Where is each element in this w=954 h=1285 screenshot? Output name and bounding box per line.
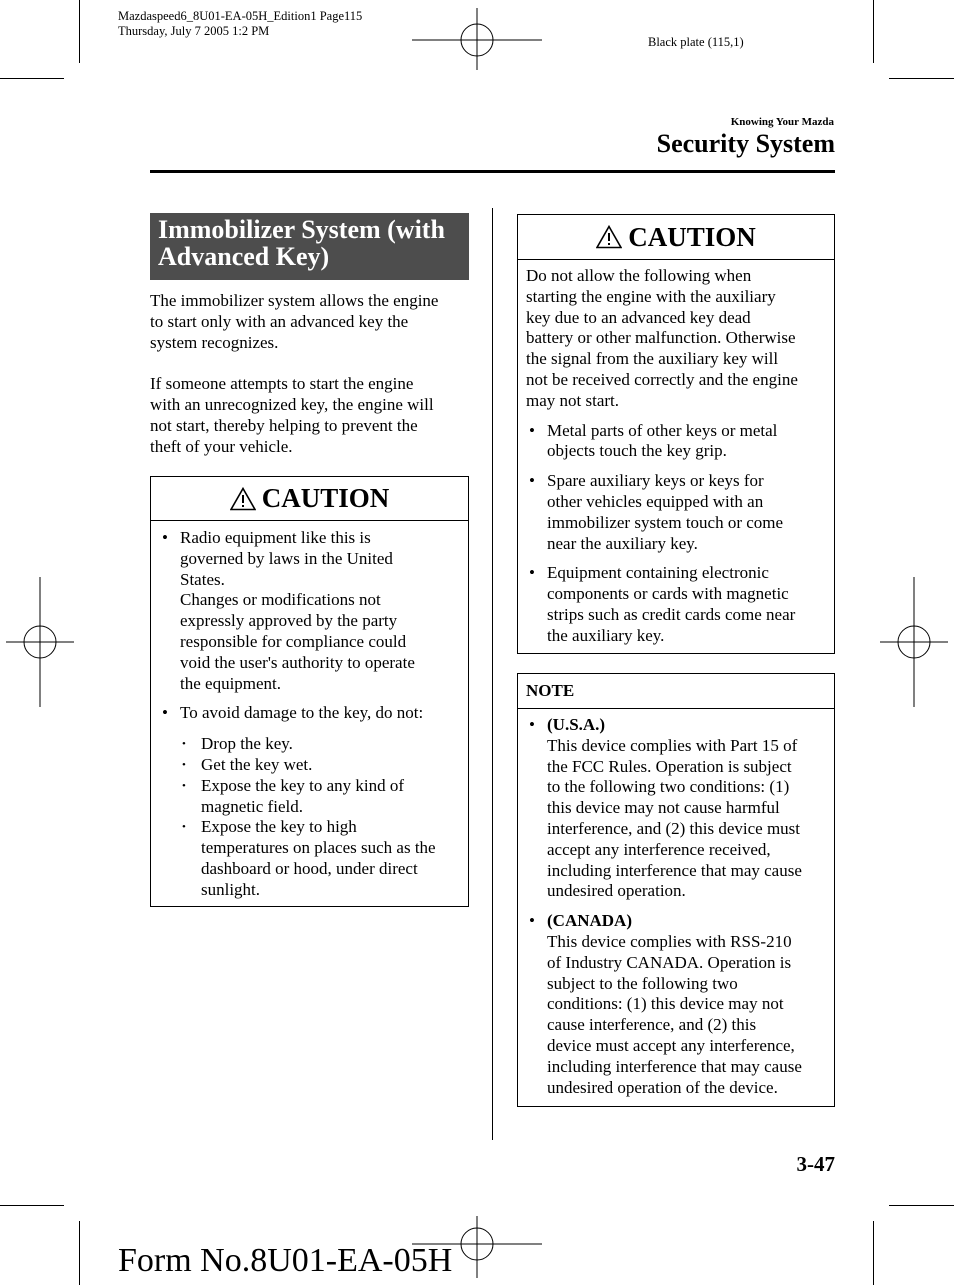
text-line: dashboard or hood, under direct — [201, 858, 418, 878]
registration-mark-left — [6, 577, 74, 707]
text-line: • Equipment containing electronic — [547, 563, 769, 583]
text-line: • Metal parts of other keys or metal — [547, 420, 778, 440]
text-line: the equipment. — [180, 673, 282, 693]
text-line: not be received correctly and the engine — [526, 369, 798, 389]
text-line: objects touch the key grip. — [547, 441, 727, 461]
text-line: The immobilizer system allows the engine — [150, 291, 439, 310]
text-line: key due to an advanced key dead — [526, 307, 751, 327]
warning-triangle-icon — [230, 487, 256, 511]
caution-title: CAUTION — [628, 221, 756, 252]
page-title: Security System — [656, 129, 835, 158]
text-line: the FCC Rules. Operation is subject — [547, 756, 792, 776]
text-line: interference, and (2) this device must — [547, 818, 801, 838]
header-rule — [150, 170, 835, 173]
text-line: temperatures on places such as the — [201, 838, 436, 858]
text-line: Do not allow the following when — [526, 266, 752, 285]
text-line: battery or other malfunction. Otherwise — [526, 328, 796, 348]
text-line: • Radio equipment like this is — [180, 528, 371, 547]
list-item — [526, 421, 830, 463]
page-number: 3-47 — [796, 1152, 835, 1176]
sub-list-item — [180, 776, 462, 818]
text-line: including interference that may cause — [547, 1056, 802, 1076]
sub-list-item — [180, 755, 462, 776]
text-line: Changes or modifications not — [180, 590, 381, 610]
text-line: • Spare auxiliary keys or keys for — [547, 471, 764, 491]
text-line: • Drop the key. — [201, 734, 293, 754]
text-line: theft of your vehicle. — [150, 437, 293, 456]
caution-content — [151, 521, 468, 901]
warning-triangle-icon — [596, 225, 622, 249]
note-box — [517, 673, 835, 1107]
text-line: cause interference, and (2) this — [547, 1015, 757, 1035]
registration-mark-top — [412, 8, 542, 70]
note-canada-label: • (CANADA) — [547, 911, 632, 931]
text-line: components or cards with magnetic — [547, 584, 789, 604]
text-line: undesired operation. — [547, 881, 686, 901]
text-line: other vehicles equipped with an — [547, 491, 764, 511]
crop-mark — [0, 1205, 64, 1206]
text-line: may not start. — [526, 390, 620, 410]
caution-heading — [518, 215, 834, 260]
text-line: • Expose the key to high — [201, 817, 357, 837]
text-line: conditions: (1) this device may not — [547, 994, 784, 1014]
form-number: Form No.8U01-EA-05H — [118, 1242, 453, 1279]
text-line: near the auxiliary key. — [547, 533, 698, 553]
section-title-line1: Immobilizer System (with — [158, 215, 445, 244]
section-title-line2: Advanced Key) — [158, 242, 330, 271]
text-line: accept any interference received, — [547, 839, 771, 859]
list-item — [159, 703, 462, 900]
registration-mark-right — [880, 577, 948, 707]
column-divider — [492, 208, 493, 1140]
text-line: • Get the key wet. — [201, 754, 313, 774]
crop-mark — [79, 0, 80, 63]
crop-mark — [889, 78, 954, 79]
list-item — [526, 911, 830, 1098]
text-line: not start, thereby helping to prevent the — [150, 416, 418, 435]
crop-mark — [873, 0, 874, 63]
text-line: subject to the following two — [547, 973, 738, 993]
intro-paragraph-2 — [150, 373, 480, 457]
text-line: to start only with an advanced key the — [150, 312, 409, 331]
text-line: This device complies with RSS-210 — [547, 931, 792, 951]
print-meta-line1: Mazdaspeed6_8U01-EA-05H_Edition1 Page115 — [118, 9, 363, 23]
text-line: This device complies with Part 15 of — [547, 735, 798, 755]
text-line: of Industry CANADA. Operation is — [547, 952, 792, 972]
intro-paragraph-1 — [150, 290, 480, 353]
text-line: with an unrecognized key, the engine will — [150, 395, 434, 414]
text-line: device must accept any interference, — [547, 1035, 795, 1055]
crop-mark — [873, 1221, 874, 1285]
text-line: this device may not cause harmful — [547, 798, 780, 818]
caution-title: CAUTION — [261, 483, 390, 513]
text-line: governed by laws in the United — [180, 548, 393, 568]
chapter-label: Knowing Your Mazda — [730, 116, 834, 128]
section-title — [150, 213, 469, 280]
note-usa-label: • (U.S.A.) — [547, 715, 606, 734]
text-line: If someone attempts to start the engine — [150, 374, 414, 393]
crop-mark — [79, 1221, 80, 1285]
crop-mark — [889, 1205, 954, 1206]
caution-box-right — [517, 214, 835, 654]
caution-intro — [526, 266, 830, 412]
plate-label: Black plate (115,1) — [648, 35, 744, 49]
text-line: strips such as credit cards come near — [547, 604, 796, 624]
list-item — [526, 715, 830, 902]
text-line: to the following two conditions: (1) — [547, 777, 790, 797]
text-line: • To avoid damage to the key, do not: — [180, 703, 424, 723]
print-meta — [118, 9, 362, 39]
text-line: starting the engine with the auxiliary — [526, 286, 776, 306]
text-line: immobilizer system touch or come — [547, 512, 784, 532]
list-item — [526, 563, 830, 646]
text-line: • Expose the key to any kind of — [201, 775, 405, 795]
text-line: States. — [180, 569, 225, 589]
text-line: void the user's authority to operate — [180, 652, 415, 672]
caution-content — [518, 260, 834, 647]
text-line: magnetic field. — [201, 796, 303, 816]
sub-list-item — [180, 734, 462, 755]
list-item — [526, 471, 830, 554]
text-line: undesired operation of the device. — [547, 1077, 778, 1097]
caution-heading — [151, 477, 468, 521]
note-heading: NOTE — [518, 674, 834, 709]
text-line: system recognizes. — [150, 333, 279, 352]
text-line: expressly approved by the party — [180, 611, 398, 631]
note-content — [518, 709, 834, 1098]
crop-mark — [0, 78, 64, 79]
text-line: sunlight. — [201, 879, 261, 899]
text-line: the signal from the auxiliary key will — [526, 349, 779, 369]
caution-box-left — [150, 476, 469, 907]
sub-list-item — [180, 817, 462, 900]
text-line: including interference that may cause — [547, 860, 802, 880]
text-line: the auxiliary key. — [547, 625, 665, 645]
text-line: responsible for compliance could — [180, 631, 407, 651]
list-item — [159, 528, 462, 694]
print-meta-line2: Thursday, July 7 2005 1:2 PM — [118, 24, 270, 38]
